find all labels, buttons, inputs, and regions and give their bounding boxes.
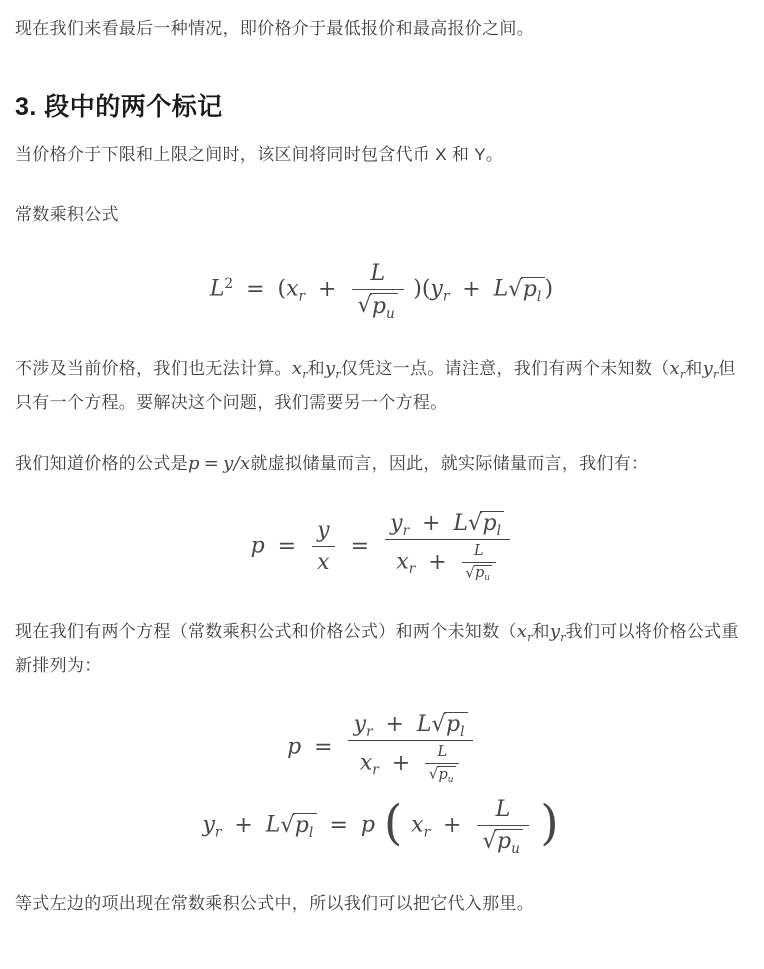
math-op-equals: = [277, 533, 297, 559]
math-paren-open: ( [421, 277, 431, 303]
text-run: 仅凭这一点。请注意，我们有两个未知数（ [340, 358, 670, 378]
math-fraction-L-over-sqrt-pu [352, 261, 404, 322]
text-run: 不涉及当前价格，我们也无法计算。 [15, 358, 292, 378]
inline-math-xr: $x_r$ [516, 621, 533, 644]
math-var-p: p [360, 812, 375, 838]
math-op-plus: + [443, 812, 462, 838]
math-op-equals: = [350, 533, 370, 559]
inline-math-p-eq-y-over-x: p = y/x [188, 453, 251, 475]
radicand: $p_u$ [370, 293, 398, 317]
fraction-denominator: $x_r$ + $\frac{L}{√p_u}$ [348, 740, 473, 783]
fraction-numerator: $y_r + L√p_l$ [348, 712, 473, 740]
math-sup-2: 2 [224, 276, 234, 293]
paragraph-intro: 现在我们来看最后一种情况，即价格介于最低报价和最高报价之间。 [15, 19, 534, 38]
math-op-plus: + [462, 277, 481, 303]
section-heading: 3. 段中的两个标记 [15, 93, 223, 122]
formula-constant-product [15, 261, 748, 322]
math-var-p: p [287, 734, 302, 760]
math-sqrt-pu: $√p_u$ [465, 565, 492, 581]
math-sqrt-pu: $√p_u$ [429, 766, 456, 782]
math-sqrt-pu [357, 293, 398, 322]
text-run: 我们可以将价格公式重新排列为： [15, 622, 739, 676]
formula-rearranged-line1 [15, 712, 748, 783]
text-run: 现在我们有两个方程（常数乘积公式和价格公式）和两个未知数（ [15, 622, 517, 642]
math-var-x: x [286, 277, 299, 303]
math-sqrt-pl: $√p_l$ [432, 712, 468, 736]
radical-sign: √ [357, 293, 372, 319]
math-var-x: x [411, 812, 424, 838]
inline-math-xr: $x_r$ [291, 357, 308, 381]
math-fraction-reserves [348, 712, 473, 783]
math-op-equals: = [246, 277, 265, 303]
math-fraction-L-over-sqrt-pu [477, 797, 529, 858]
math-sqrt-pl [508, 277, 544, 305]
text-run: 和 [685, 358, 703, 378]
paragraph-unknowns [15, 351, 748, 419]
math-big-paren-close: ) [540, 796, 559, 852]
fraction-denominator [477, 825, 529, 858]
math-var-L: L [493, 277, 509, 303]
inline-math-yr: $y_r$ [324, 357, 341, 381]
fraction-numerator: y [317, 517, 330, 543]
math-fraction-y-over-x [312, 518, 335, 575]
formula-rearranged-group [15, 712, 748, 858]
math-fraction-L-over-sqrt-pu: $\frac{L}{√p_u}$ [425, 744, 459, 783]
math-op-equals: = [314, 734, 333, 760]
fraction-numerator: $y_r + L√p_l$ [385, 511, 510, 539]
inline-math-xr: $x_r$ [669, 357, 686, 381]
math-sqrt-pl: $√p_l$ [280, 813, 316, 837]
paragraph-range: 当价格介于下限和上限之间时，该区间将同时包含代币 X 和 Y。 [15, 145, 504, 165]
text-run: 我们知道价格的公式是 [15, 454, 188, 474]
math-sqrt-pu: $√p_u$ [483, 829, 524, 853]
text-run: 但只有一个方程。要解决这个问题，我们需要另一个方程。 [15, 358, 736, 412]
math-op-equals: = [329, 812, 348, 838]
formula-price [15, 511, 748, 582]
paragraph-substitute: 等式左边的项出现在常数乘积公式中，所以我们可以把它代入那里。 [15, 893, 534, 913]
math-paren-close: ) [413, 277, 422, 303]
math-var-L: L [265, 812, 281, 838]
radicand: $p_l$ [521, 277, 545, 301]
paragraph-price-formula [15, 446, 748, 481]
fraction-denominator: x [312, 546, 335, 575]
math-big-paren-open: ( [383, 796, 403, 852]
math-sub-r: r [423, 824, 431, 841]
text-run: 和 [307, 358, 325, 378]
math-var-p: p [250, 533, 265, 559]
math-op-plus: + [234, 812, 253, 838]
math-sub-r: r [298, 288, 306, 305]
text-run: 就虚拟储量而言，因此，就实际储量而言，我们有： [250, 454, 649, 474]
paragraph-constant-product-label: 常数乘积公式 [15, 205, 119, 225]
inline-math-yr: $y_r$ [702, 357, 719, 381]
fraction-numerator: L [495, 797, 511, 823]
math-sub-r: r [442, 288, 450, 305]
paragraph-two-equations [15, 614, 748, 682]
math-var-y: y [202, 812, 215, 838]
math-fraction-reserves [385, 511, 510, 582]
math-var-y: y [430, 277, 443, 303]
radical-sign: √ [508, 277, 523, 303]
math-paren-close: ) [544, 277, 554, 303]
text-run: 和 [532, 622, 550, 642]
math-op-plus: + [317, 277, 337, 303]
math-sub-r: r [214, 824, 222, 841]
fraction-denominator: $x_r$ + $\frac{L}{√p_u}$ [385, 539, 510, 582]
fraction-denominator [352, 289, 404, 322]
math-var-L: L [209, 277, 225, 303]
formula-rearranged-line2 [15, 796, 748, 858]
math-sqrt-pl: $√p_l$ [468, 511, 504, 535]
math-paren-open: ( [277, 277, 287, 303]
inline-math-yr: $y_r$ [549, 621, 566, 644]
fraction-numerator: L [370, 261, 386, 287]
math-fraction-L-over-sqrt-pu: $\frac{L}{√p_u}$ [462, 543, 496, 582]
